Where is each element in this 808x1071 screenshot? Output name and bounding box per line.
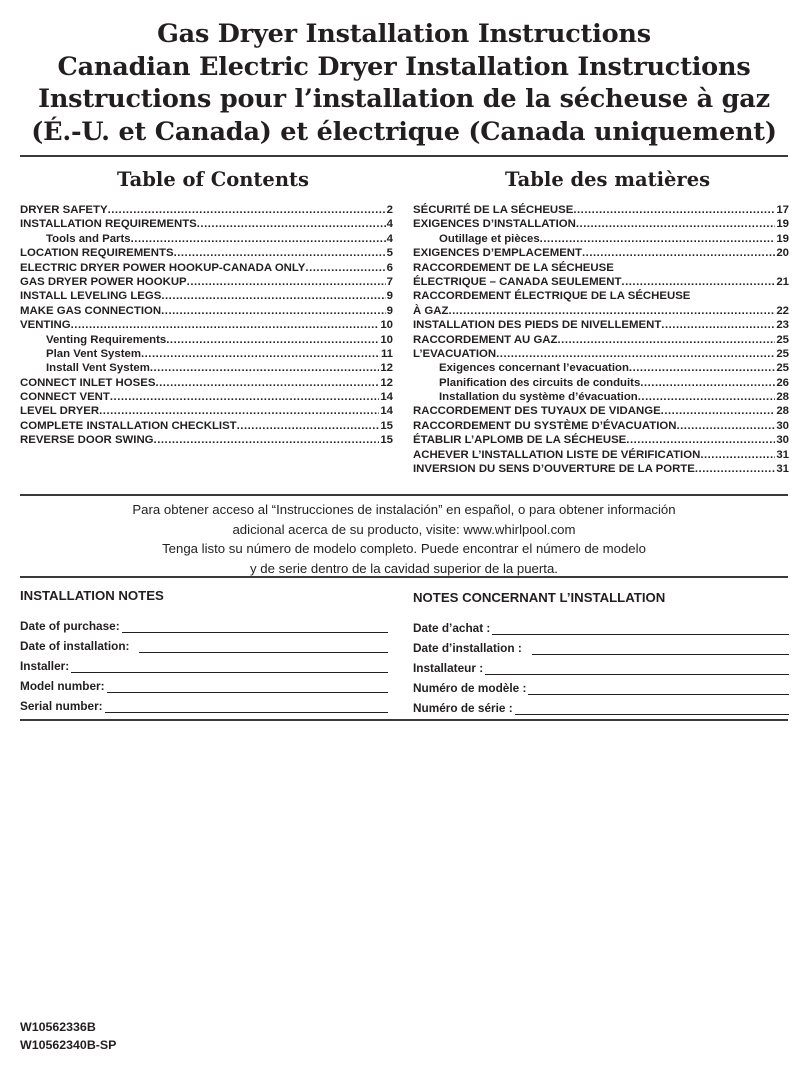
blank-line[interactable] xyxy=(139,640,388,653)
toc-english xyxy=(20,203,393,448)
spanish-notice-line: y de serie dentro de la cavidad superior de la puerta. xyxy=(250,560,558,576)
toc-entry-label: RACCORDEMENT AU GAZ xyxy=(413,333,558,346)
leader-dots xyxy=(71,318,380,332)
notes-heading: INSTALLATION NOTES xyxy=(20,588,164,603)
blank-line[interactable] xyxy=(492,622,789,635)
toc-heading-french: Table des matières xyxy=(505,168,711,191)
toc-entry-page: 30 xyxy=(776,434,789,447)
toc-entry-label: MAKE GAS CONNECTION xyxy=(20,304,162,317)
toc-entry[interactable] xyxy=(413,433,789,447)
toc-entry-page: 22 xyxy=(776,304,789,317)
spanish-notice-line: Para obtener acceso al “Instrucciones de instalación” en español, o para obtener información xyxy=(132,502,676,517)
divider-top xyxy=(20,155,788,157)
leader-dots xyxy=(187,275,386,289)
title-line-4: (É.-U. et Canada) et électrique (Canada uniquement) xyxy=(31,116,777,147)
toc-entry-label: SÉCURITÉ DE LA SÉCHEUSE xyxy=(413,204,574,216)
leader-dots xyxy=(99,404,379,418)
note-field[interactable] xyxy=(413,655,789,675)
leader-dots xyxy=(700,448,775,462)
toc-entry-label: VENTING xyxy=(20,319,71,332)
leader-dots xyxy=(166,333,379,347)
note-field[interactable] xyxy=(413,695,789,715)
toc-subentry[interactable] xyxy=(20,333,393,347)
leader-dots xyxy=(305,261,385,275)
toc-entry[interactable] xyxy=(20,246,393,260)
leader-dots xyxy=(576,217,775,231)
toc-entry-label: Install Vent System xyxy=(46,362,150,375)
note-field-label: Installer: xyxy=(20,659,70,673)
blank-line[interactable] xyxy=(528,682,789,695)
toc-entry[interactable] xyxy=(413,333,789,347)
toc-entry[interactable] xyxy=(413,246,789,260)
note-field-label: Date d’achat : xyxy=(413,621,491,635)
blank-line[interactable] xyxy=(71,660,388,673)
toc-entry-label: CONNECT VENT xyxy=(20,391,110,404)
toc-entry[interactable] xyxy=(413,404,789,418)
installation-notes-french xyxy=(413,590,789,715)
leader-dots xyxy=(629,361,775,375)
toc-entry-page: 9 xyxy=(386,290,393,303)
toc-entry-label: Installation du système d’évacuation xyxy=(439,391,638,404)
toc-entry-label: EXIGENCES D’INSTALLATION xyxy=(413,218,576,231)
toc-entry-label: ELECTRIC DRYER POWER HOOKUP-CANADA ONLY xyxy=(20,261,306,274)
toc-entry-page: 21 xyxy=(776,275,789,288)
toc-entry[interactable] xyxy=(413,203,789,217)
title-line-2: Canadian Electric Dryer Installation Instructions xyxy=(57,51,751,82)
blank-line[interactable] xyxy=(485,662,789,675)
toc-subentry[interactable] xyxy=(413,232,789,246)
toc-entry[interactable] xyxy=(413,318,789,332)
toc-entry[interactable] xyxy=(20,376,393,390)
toc-entry-page: 10 xyxy=(380,333,393,346)
toc-entry[interactable] xyxy=(413,304,789,318)
toc-entry-page: 31 xyxy=(776,463,789,476)
toc-entry-continued[interactable] xyxy=(413,261,789,275)
leader-dots xyxy=(448,304,775,318)
toc-entry[interactable] xyxy=(20,203,393,217)
leader-dots xyxy=(197,217,386,231)
toc-entry[interactable] xyxy=(20,390,393,404)
toc-entry[interactable] xyxy=(413,217,789,231)
toc-entry-page: 19 xyxy=(776,218,789,231)
note-field-label: Date of installation: xyxy=(20,639,130,653)
toc-entry-label: RACCORDEMENT ÉLECTRIQUE DE LA SÉCHEUSE xyxy=(413,290,691,303)
toc-entry-page: 6 xyxy=(386,261,393,274)
toc-entry-label: EXIGENCES D’EMPLACEMENT xyxy=(413,247,582,260)
blank-line[interactable] xyxy=(107,680,388,693)
part-number: W10562340B-SP xyxy=(20,1038,117,1052)
toc-entry-label: INSTALLATION REQUIREMENTS xyxy=(20,218,197,231)
toc-entry-page: 30 xyxy=(776,419,789,432)
toc-entry-page: 10 xyxy=(380,319,393,332)
toc-entry[interactable] xyxy=(20,217,393,231)
toc-entry-label: LEVEL DRYER xyxy=(20,405,100,418)
note-field[interactable] xyxy=(20,653,388,673)
toc-entry-label: Exigences concernant l’evacuation xyxy=(439,362,629,375)
toc-entry-page: 25 xyxy=(776,362,789,375)
note-field[interactable] xyxy=(20,633,388,653)
toc-entry-label: INVERSION DU SENS D’OUVERTURE DE LA PORTE xyxy=(413,463,695,476)
toc-entry-page: 12 xyxy=(380,376,393,389)
leader-dots xyxy=(110,390,379,404)
toc-entry[interactable] xyxy=(20,261,393,275)
note-field-label: Date d’installation : xyxy=(413,641,522,655)
leader-dots xyxy=(150,361,380,375)
leader-dots xyxy=(638,390,776,404)
title-line-1: Gas Dryer Installation Instructions xyxy=(157,19,651,49)
note-field-label: Installateur : xyxy=(413,661,484,675)
toc-entry-page: 15 xyxy=(380,419,393,432)
toc-entry-label: DRYER SAFETY xyxy=(20,204,108,216)
toc-entry-label: ACHEVER L’INSTALLATION LISTE DE VÉRIFICATION xyxy=(413,448,701,461)
note-field-label: Serial number: xyxy=(20,699,103,713)
leader-dots xyxy=(626,433,775,447)
toc-entry-page: 14 xyxy=(380,405,393,418)
note-field[interactable] xyxy=(413,615,789,635)
toc-entry-label: RACCORDEMENT DES TUYAUX DE VIDANGE xyxy=(413,405,661,418)
toc-heading-english: Table of Contents xyxy=(117,168,309,191)
spanish-notice-line: adicional acerca de su producto, visite: www.whirlpool.com xyxy=(232,521,576,537)
toc-entry-label: Planification des circuits de conduits xyxy=(439,376,641,389)
toc-entry-page: 23 xyxy=(776,319,789,332)
leader-dots xyxy=(131,232,386,246)
toc-entry-page: 12 xyxy=(380,362,393,375)
note-field[interactable] xyxy=(413,635,789,655)
toc-entry[interactable] xyxy=(413,419,789,433)
toc-subentry[interactable] xyxy=(413,376,789,390)
toc-subentry[interactable] xyxy=(20,232,393,246)
toc-entry-label: L’EVACUATION xyxy=(413,347,497,360)
toc-entry-label: RACCORDEMENT DE LA SÉCHEUSE xyxy=(413,261,614,274)
toc-entry[interactable] xyxy=(20,289,393,303)
spanish-notice xyxy=(0,500,808,578)
toc-entry-label: À GAZ xyxy=(413,304,449,317)
toc-french xyxy=(413,203,789,476)
toc-entry[interactable] xyxy=(413,275,789,289)
toc-subentry[interactable] xyxy=(413,390,789,404)
note-field-label: Model number: xyxy=(20,679,105,693)
toc-subentry[interactable] xyxy=(20,361,393,375)
toc-entry-label: REVERSE DOOR SWING xyxy=(20,434,154,447)
toc-entry[interactable] xyxy=(20,419,393,433)
divider-middle xyxy=(20,494,788,496)
leader-dots xyxy=(695,462,775,476)
leader-dots xyxy=(174,246,386,260)
toc-subentry[interactable] xyxy=(20,347,393,361)
toc-entry-label: COMPLETE INSTALLATION CHECKLIST xyxy=(20,419,237,432)
toc-subentry[interactable] xyxy=(413,361,789,375)
toc-entry-label: Tools and Parts xyxy=(46,232,131,245)
spanish-notice-line: Tenga listo su número de modelo completo. Puede encontrar el número de modelo xyxy=(162,541,646,556)
blank-line[interactable] xyxy=(532,642,789,655)
toc-entry-page: 5 xyxy=(386,247,393,260)
leader-dots xyxy=(676,419,775,433)
note-field-label: Numéro de modèle : xyxy=(413,681,527,695)
toc-entry[interactable] xyxy=(413,462,789,476)
toc-entry-label: Plan Vent System xyxy=(46,347,141,360)
note-field[interactable] xyxy=(413,675,789,695)
toc-entry-page: 2 xyxy=(386,204,393,216)
toc-entry-page: 26 xyxy=(776,376,789,389)
leader-dots xyxy=(640,376,775,390)
leader-dots xyxy=(154,433,380,447)
toc-entry-page: 28 xyxy=(776,405,789,418)
note-field[interactable] xyxy=(20,673,388,693)
toc-entry-page: 25 xyxy=(776,333,789,346)
divider-notes xyxy=(20,576,788,578)
note-field-label: Numéro de série : xyxy=(413,701,513,715)
leader-dots xyxy=(540,232,776,246)
toc-entry-page: 9 xyxy=(386,304,393,317)
leader-dots xyxy=(661,404,776,418)
toc-entry[interactable] xyxy=(20,318,393,332)
toc-entry[interactable] xyxy=(20,404,393,418)
note-field[interactable] xyxy=(20,693,388,713)
note-field-label: Date of purchase: xyxy=(20,619,120,633)
toc-entry-label: RACCORDEMENT DU SYSTÈME D’ÉVACUATION xyxy=(413,419,677,432)
leader-dots xyxy=(558,333,776,347)
toc-entry-page: 14 xyxy=(380,391,393,404)
toc-entry-label: CONNECT INLET HOSES xyxy=(20,376,156,389)
leader-dots xyxy=(155,376,379,390)
toc-entry[interactable] xyxy=(413,448,789,462)
leader-dots xyxy=(582,246,775,260)
notes-heading: NOTES CONCERNANT L’INSTALLATION xyxy=(413,590,666,605)
leader-dots xyxy=(161,289,385,303)
blank-line[interactable] xyxy=(105,700,388,713)
toc-entry[interactable] xyxy=(20,433,393,447)
toc-entry[interactable] xyxy=(20,304,393,318)
leader-dots xyxy=(621,275,775,289)
toc-entry-page: 31 xyxy=(776,448,789,461)
toc-entry-label: INSTALL LEVELING LEGS xyxy=(20,290,162,303)
toc-entry-page: 4 xyxy=(386,232,393,245)
toc-entry-page: 25 xyxy=(776,347,789,360)
blank-line[interactable] xyxy=(515,702,789,715)
leader-dots xyxy=(237,419,380,433)
toc-entry-label: LOCATION REQUIREMENTS xyxy=(20,247,174,260)
blank-line[interactable] xyxy=(122,620,388,633)
leader-dots xyxy=(161,304,386,318)
toc-entry-page: 17 xyxy=(776,204,789,216)
toc-entry-label: ÉLECTRIQUE – CANADA SEULEMENT xyxy=(413,275,622,288)
leader-dots xyxy=(573,203,775,217)
toc-entry-page: 19 xyxy=(776,232,789,245)
toc-entry-label: GAS DRYER POWER HOOKUP xyxy=(20,275,187,288)
title-line-3: Instructions pour l’installation de la sécheuse à gaz xyxy=(38,84,770,114)
leader-dots xyxy=(141,347,380,361)
divider-bottom xyxy=(20,719,788,721)
toc-entry[interactable] xyxy=(413,347,789,361)
toc-entry-page: 15 xyxy=(380,434,393,447)
toc-entry-page: 11 xyxy=(380,347,393,360)
installation-notes-english xyxy=(20,588,388,713)
leader-dots xyxy=(496,347,775,361)
document-title-block xyxy=(0,18,808,148)
toc-entry[interactable] xyxy=(20,275,393,289)
toc-entry-page: 28 xyxy=(776,391,789,404)
part-number: W10562336B xyxy=(20,1020,96,1034)
toc-entry-page: 20 xyxy=(776,247,789,260)
toc-entry-label: ÉTABLIR L’APLOMB DE LA SÉCHEUSE xyxy=(413,434,627,447)
toc-entry-page: 7 xyxy=(386,275,393,288)
toc-entry-continued[interactable] xyxy=(413,289,789,303)
toc-entry-page: 4 xyxy=(386,218,393,231)
leader-dots xyxy=(108,203,386,217)
toc-entry-label: Outillage et pièces xyxy=(439,232,540,245)
note-field[interactable] xyxy=(20,613,388,633)
toc-entry-label: Venting Requirements xyxy=(46,333,167,346)
part-numbers xyxy=(20,1018,116,1054)
toc-entry-label: INSTALLATION DES PIEDS DE NIVELLEMENT xyxy=(413,319,662,332)
leader-dots xyxy=(661,318,775,332)
